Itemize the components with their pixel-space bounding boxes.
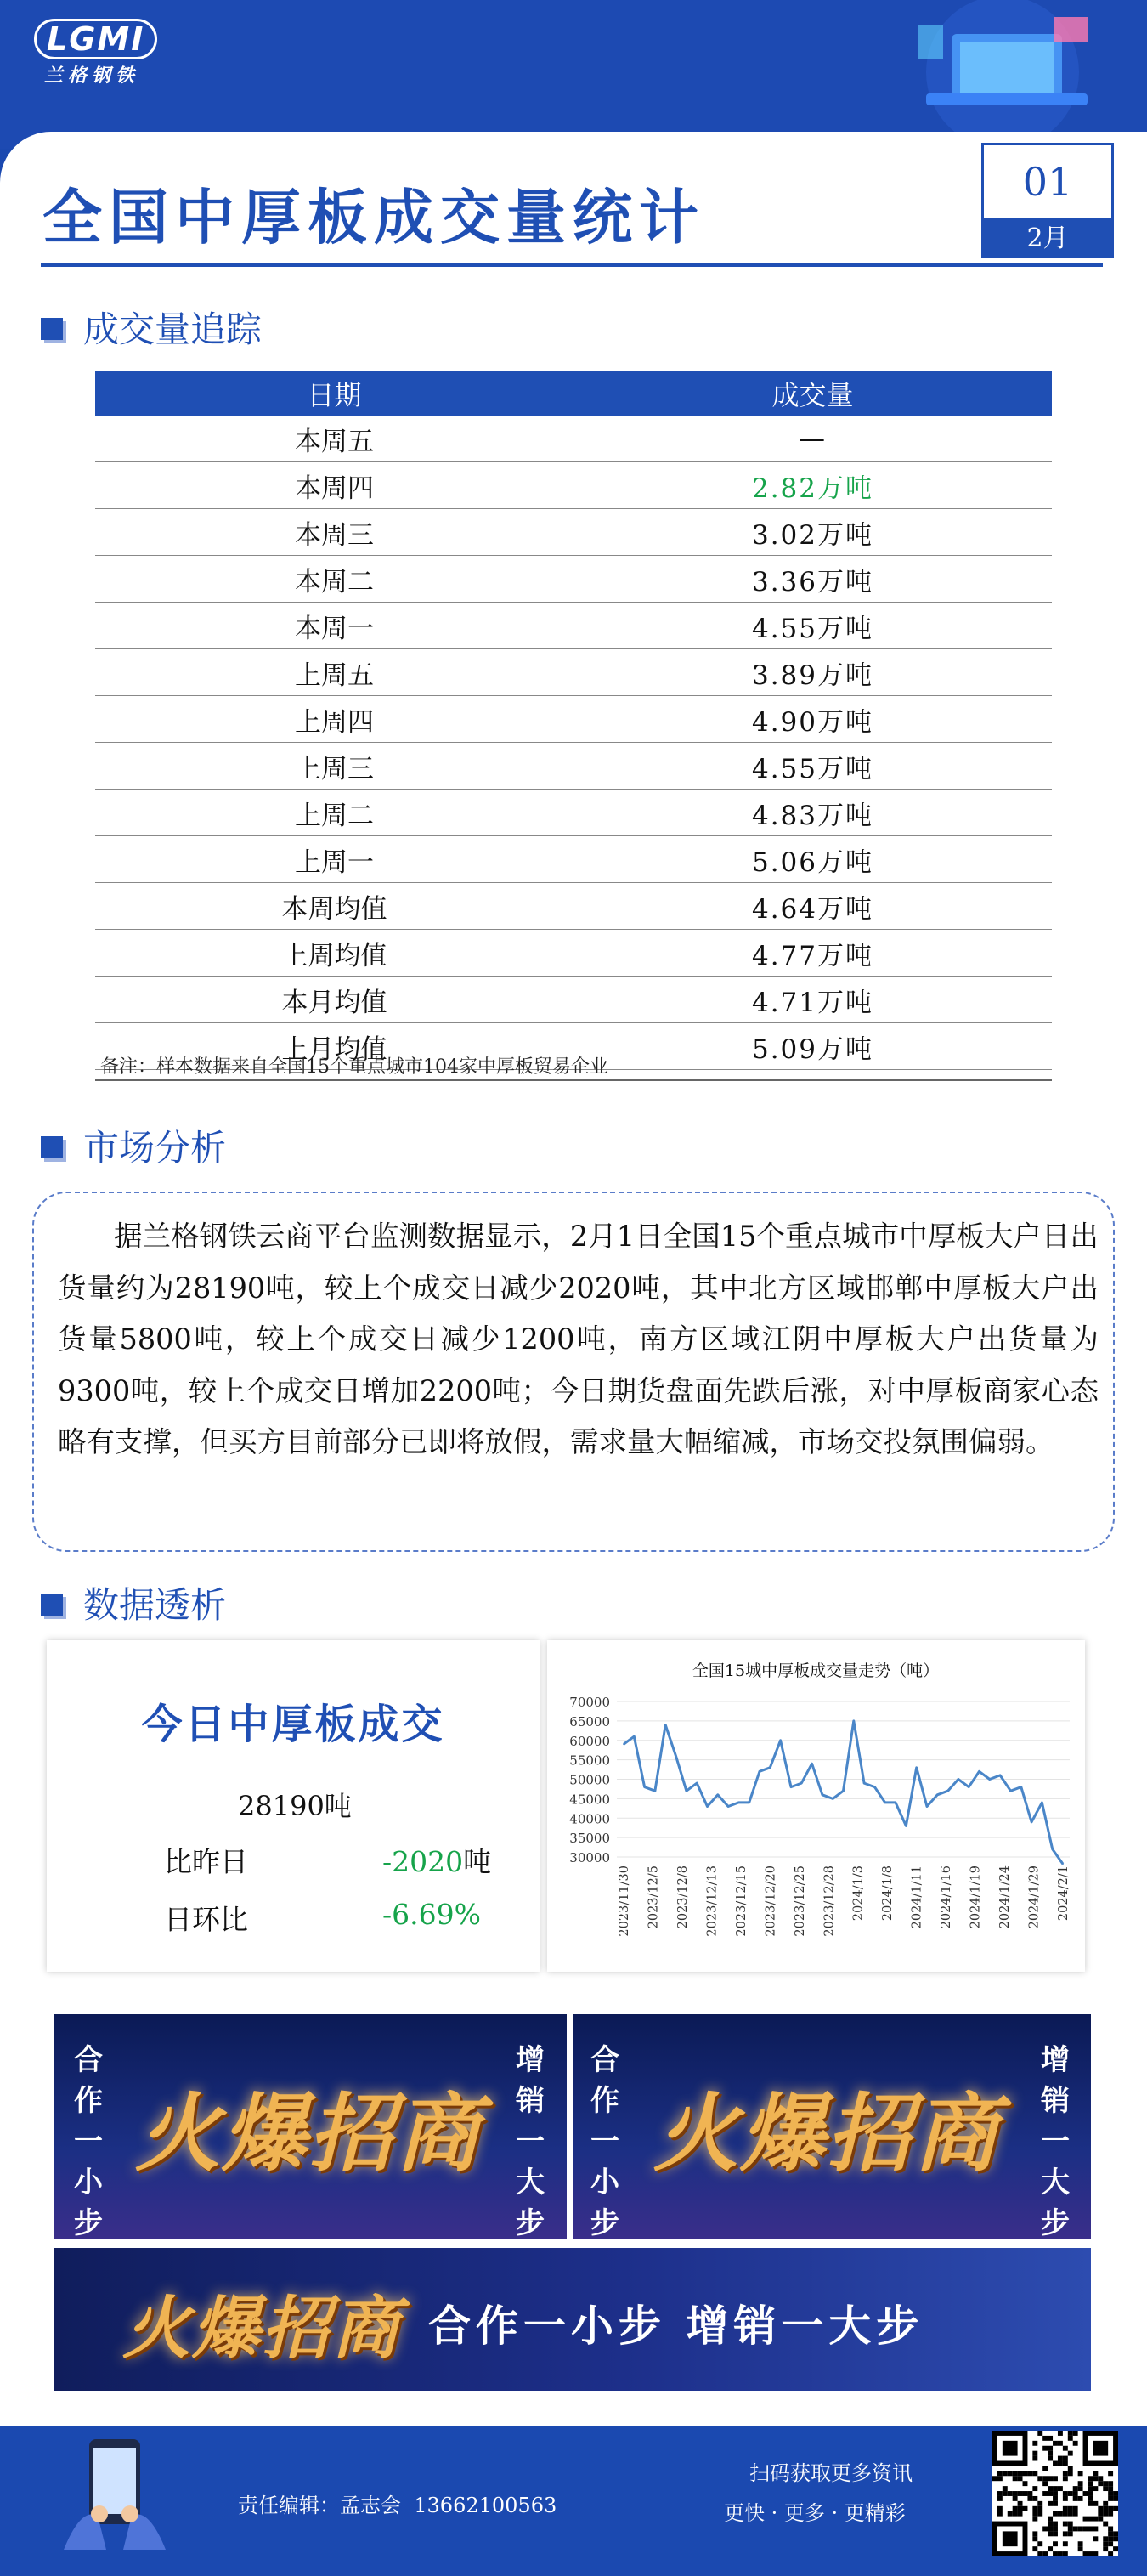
series-line [624,1721,1063,1864]
y-tick-label: 50000 [569,1772,610,1788]
data-point [853,1720,855,1722]
data-point [979,1771,980,1773]
table-row [95,603,1052,649]
data-point [686,1790,687,1792]
banner-headline: 火爆招商 [653,2083,1000,2183]
section-heading-tracking [41,302,262,353]
issue-number: 01 [981,143,1114,221]
x-tick-label: 2023/12/25 [793,1865,807,1937]
volume-cell: 3.36万吨 [574,556,1052,603]
banner-headline: 火爆招商 [135,2083,482,2183]
y-tick-label: 30000 [569,1850,610,1865]
data-point [727,1806,729,1808]
data-point [822,1794,823,1796]
ratio-value: -6.69% [382,1898,481,1931]
date-cell: 本周三 [95,509,574,556]
banner-side-text-left: 合作一小步 [74,2043,103,2240]
table-row [95,509,1052,556]
page-title: 全国中厚板成交量统计 [42,182,705,252]
table-row [95,930,1052,977]
date-cell: 本周四 [95,462,574,509]
data-point [1031,1821,1032,1823]
promo-banner-left[interactable] [53,2013,568,2241]
data-point [780,1740,782,1741]
section-label: 数据透析 [83,1584,227,1626]
dod-label: 比昨日 [164,1845,248,1878]
data-point [749,1802,750,1803]
section-square-icon [41,1594,63,1616]
section-label: 市场分析 [83,1127,227,1169]
x-tick-label: 2023/11/30 [618,1865,631,1937]
data-point [884,1802,886,1803]
analysis-paragraph: 据兰格钢铁云商平台监测数据显示，2月1日全国15个重点城市中厚板大户日出货量约为28190吨，较上个成交日减少2020吨，其中北方区域邯郸中厚板大户出货量5800吨，较上个成交日减少1200吨，南方区域江阴中厚板大户出货量为9300吨，较上个成交日增加2200吨；今日期货盘面先跌后涨，对中厚板商家心态略有支撑，但买方目前部分已即将放假，需求量大幅缩减，市场交投氛围偏弱。 [58,1220,1099,1458]
data-point [696,1782,698,1784]
banner-headline: 火爆招商 [122,2288,401,2368]
ratio-label: 日环比 [164,1903,248,1936]
x-tick-label: 2024/1/29 [1027,1865,1042,1929]
table-note: 备注：样本数据来自全国15个重点城市104家中厚板贸易企业 [100,1056,608,1078]
data-point [623,1744,624,1746]
date-cell: 上月均值 [95,1023,574,1070]
data-point [1062,1863,1064,1865]
data-point [906,1826,907,1827]
data-point [989,1779,991,1781]
data-point [832,1798,833,1800]
table-row [95,743,1052,790]
date-cell: 上周三 [95,743,574,790]
date-cell: 上周二 [95,790,574,836]
x-tick-label: 2024/1/16 [940,1865,954,1929]
data-point [1042,1802,1043,1803]
qr-code[interactable] [992,2431,1118,2556]
footer-tagline: 更快 · 更多 · 更精彩 [724,2501,906,2525]
date-cell: 上周五 [95,649,574,696]
x-tick-label: 2024/2/1 [1057,1865,1071,1922]
x-tick-label: 2023/12/20 [764,1865,778,1937]
data-point [947,1790,949,1792]
chart-card [547,1640,1085,1972]
table-row [95,977,1052,1023]
volume-cell: 4.77万吨 [574,930,1052,977]
table-row [95,696,1052,743]
promo-banner-right[interactable] [571,2013,1093,2241]
section-square-icon [41,318,63,340]
logo-chinese-name: 兰格钢铁 [44,65,140,87]
data-point [675,1755,677,1757]
qr-caption: 扫码获取更多资讯 [749,2461,913,2485]
table-row [95,462,1052,509]
volume-cell: 4.83万吨 [574,790,1052,836]
today-volume: 28190吨 [238,1790,352,1822]
company-logo[interactable] [34,19,161,88]
editor-name: 孟志会 [340,2494,401,2517]
section-square-icon [41,1136,63,1158]
table-row [95,649,1052,696]
x-tick-label: 2023/12/5 [647,1865,661,1929]
volume-trend-chart [547,1640,1085,1972]
data-point [936,1794,938,1796]
date-cell: 本月均值 [95,977,574,1023]
table-row [95,836,1052,883]
volume-cell: 3.89万吨 [574,649,1052,696]
y-tick-label: 65000 [569,1713,610,1730]
y-tick-label: 55000 [569,1752,610,1769]
data-point [999,1775,1001,1776]
data-point [664,1724,666,1726]
dod-value-wrap [382,1840,491,1880]
data-point [926,1806,928,1808]
section-label: 成交量追踪 [83,309,263,350]
y-tick-label: 40000 [569,1811,610,1827]
data-point [654,1790,656,1792]
volume-cell: 4.90万吨 [574,696,1052,743]
date-cell: 上周一 [95,836,574,883]
x-tick-label: 2024/1/11 [910,1865,924,1929]
date-cell: 本周五 [95,416,574,462]
banner-slogan: 合作一小步 增销一大步 [428,2301,924,2351]
date-cell: 上周均值 [95,930,574,977]
data-point [1052,1848,1054,1850]
x-tick-label: 2023/12/15 [734,1865,749,1937]
date-cell: 本周一 [95,603,574,649]
data-point [1020,1786,1022,1788]
data-point [843,1790,845,1792]
phone-hand-icon [47,2422,183,2558]
data-point [895,1802,896,1803]
section-heading-data [41,1577,226,1628]
volume-cell: 4.71万吨 [574,977,1052,1023]
x-tick-label: 2023/12/28 [822,1865,837,1937]
data-point [800,1782,802,1784]
table-header-row [95,371,1052,416]
data-point [759,1771,760,1773]
data-point [770,1767,771,1769]
chart-title: 全国15城中厚板成交量走势（吨） [692,1662,940,1680]
y-tick-label: 60000 [569,1733,610,1749]
volume-cell: 5.06万吨 [574,836,1052,883]
editor-info [238,2488,557,2518]
data-point [968,1786,969,1788]
data-point [1010,1790,1012,1792]
logo-mark: LGMI [34,19,157,59]
issue-month: 2月 [981,219,1114,258]
editor-phone: 13662100563 [414,2494,557,2517]
table-row [95,556,1052,603]
data-point [790,1786,792,1788]
column-header-volume: 成交量 [574,371,1052,416]
x-tick-label: 2023/12/13 [705,1865,720,1937]
summary-title: 今日中厚板成交 [141,1701,445,1748]
summary-card [47,1640,540,1972]
header-band [0,0,1147,149]
data-point [863,1782,865,1784]
banner-side-text-right: 增销一大步 [516,2043,545,2240]
table-row [95,416,1052,462]
data-point [738,1802,740,1803]
banner-side-text-left: 合作一小步 [590,2043,619,2240]
qr-code-icon [992,2431,1118,2556]
volume-cell: 5.09万吨 [574,1023,1052,1070]
section-heading-analysis [41,1120,226,1171]
x-tick-label: 2024/1/3 [851,1865,866,1922]
volume-cell: 2.82万吨 [574,462,1052,509]
data-point [916,1767,918,1769]
data-point [958,1779,959,1781]
table-row [95,790,1052,836]
data-point [707,1806,709,1808]
date-cell: 上周四 [95,696,574,743]
column-header-date: 日期 [95,371,574,416]
data-point [634,1735,636,1737]
y-tick-label: 35000 [569,1831,610,1847]
banner-side-text-right: 增销一大步 [1041,2043,1070,2240]
editor-label: 责任编辑： [238,2494,340,2517]
volume-cell: 4.64万吨 [574,883,1052,930]
promo-banner-wide[interactable] [53,2246,1093,2392]
table-row [95,883,1052,930]
y-tick-label: 45000 [569,1792,610,1808]
data-point [644,1786,646,1788]
date-cell: 本周均值 [95,883,574,930]
y-tick-label: 70000 [569,1695,610,1710]
x-tick-label: 2024/1/19 [969,1865,983,1929]
volume-table [95,371,1052,1070]
volume-cell: — [574,416,1052,462]
note-divider [95,1079,1052,1081]
date-cell: 本周二 [95,556,574,603]
dod-value: -2020 [382,1845,464,1878]
tech-decoration-icon [875,0,1130,144]
x-tick-label: 2023/12/8 [675,1865,690,1929]
volume-cell: 4.55万吨 [574,603,1052,649]
volume-cell: 4.55万吨 [574,743,1052,790]
x-tick-label: 2024/1/8 [881,1865,896,1922]
data-point [717,1794,719,1796]
volume-cell: 3.02万吨 [574,509,1052,556]
title-underline [41,263,1103,267]
dod-unit: 吨 [463,1845,492,1878]
data-point [811,1763,813,1764]
x-tick-label: 2024/1/24 [998,1865,1013,1929]
data-point [874,1786,876,1788]
